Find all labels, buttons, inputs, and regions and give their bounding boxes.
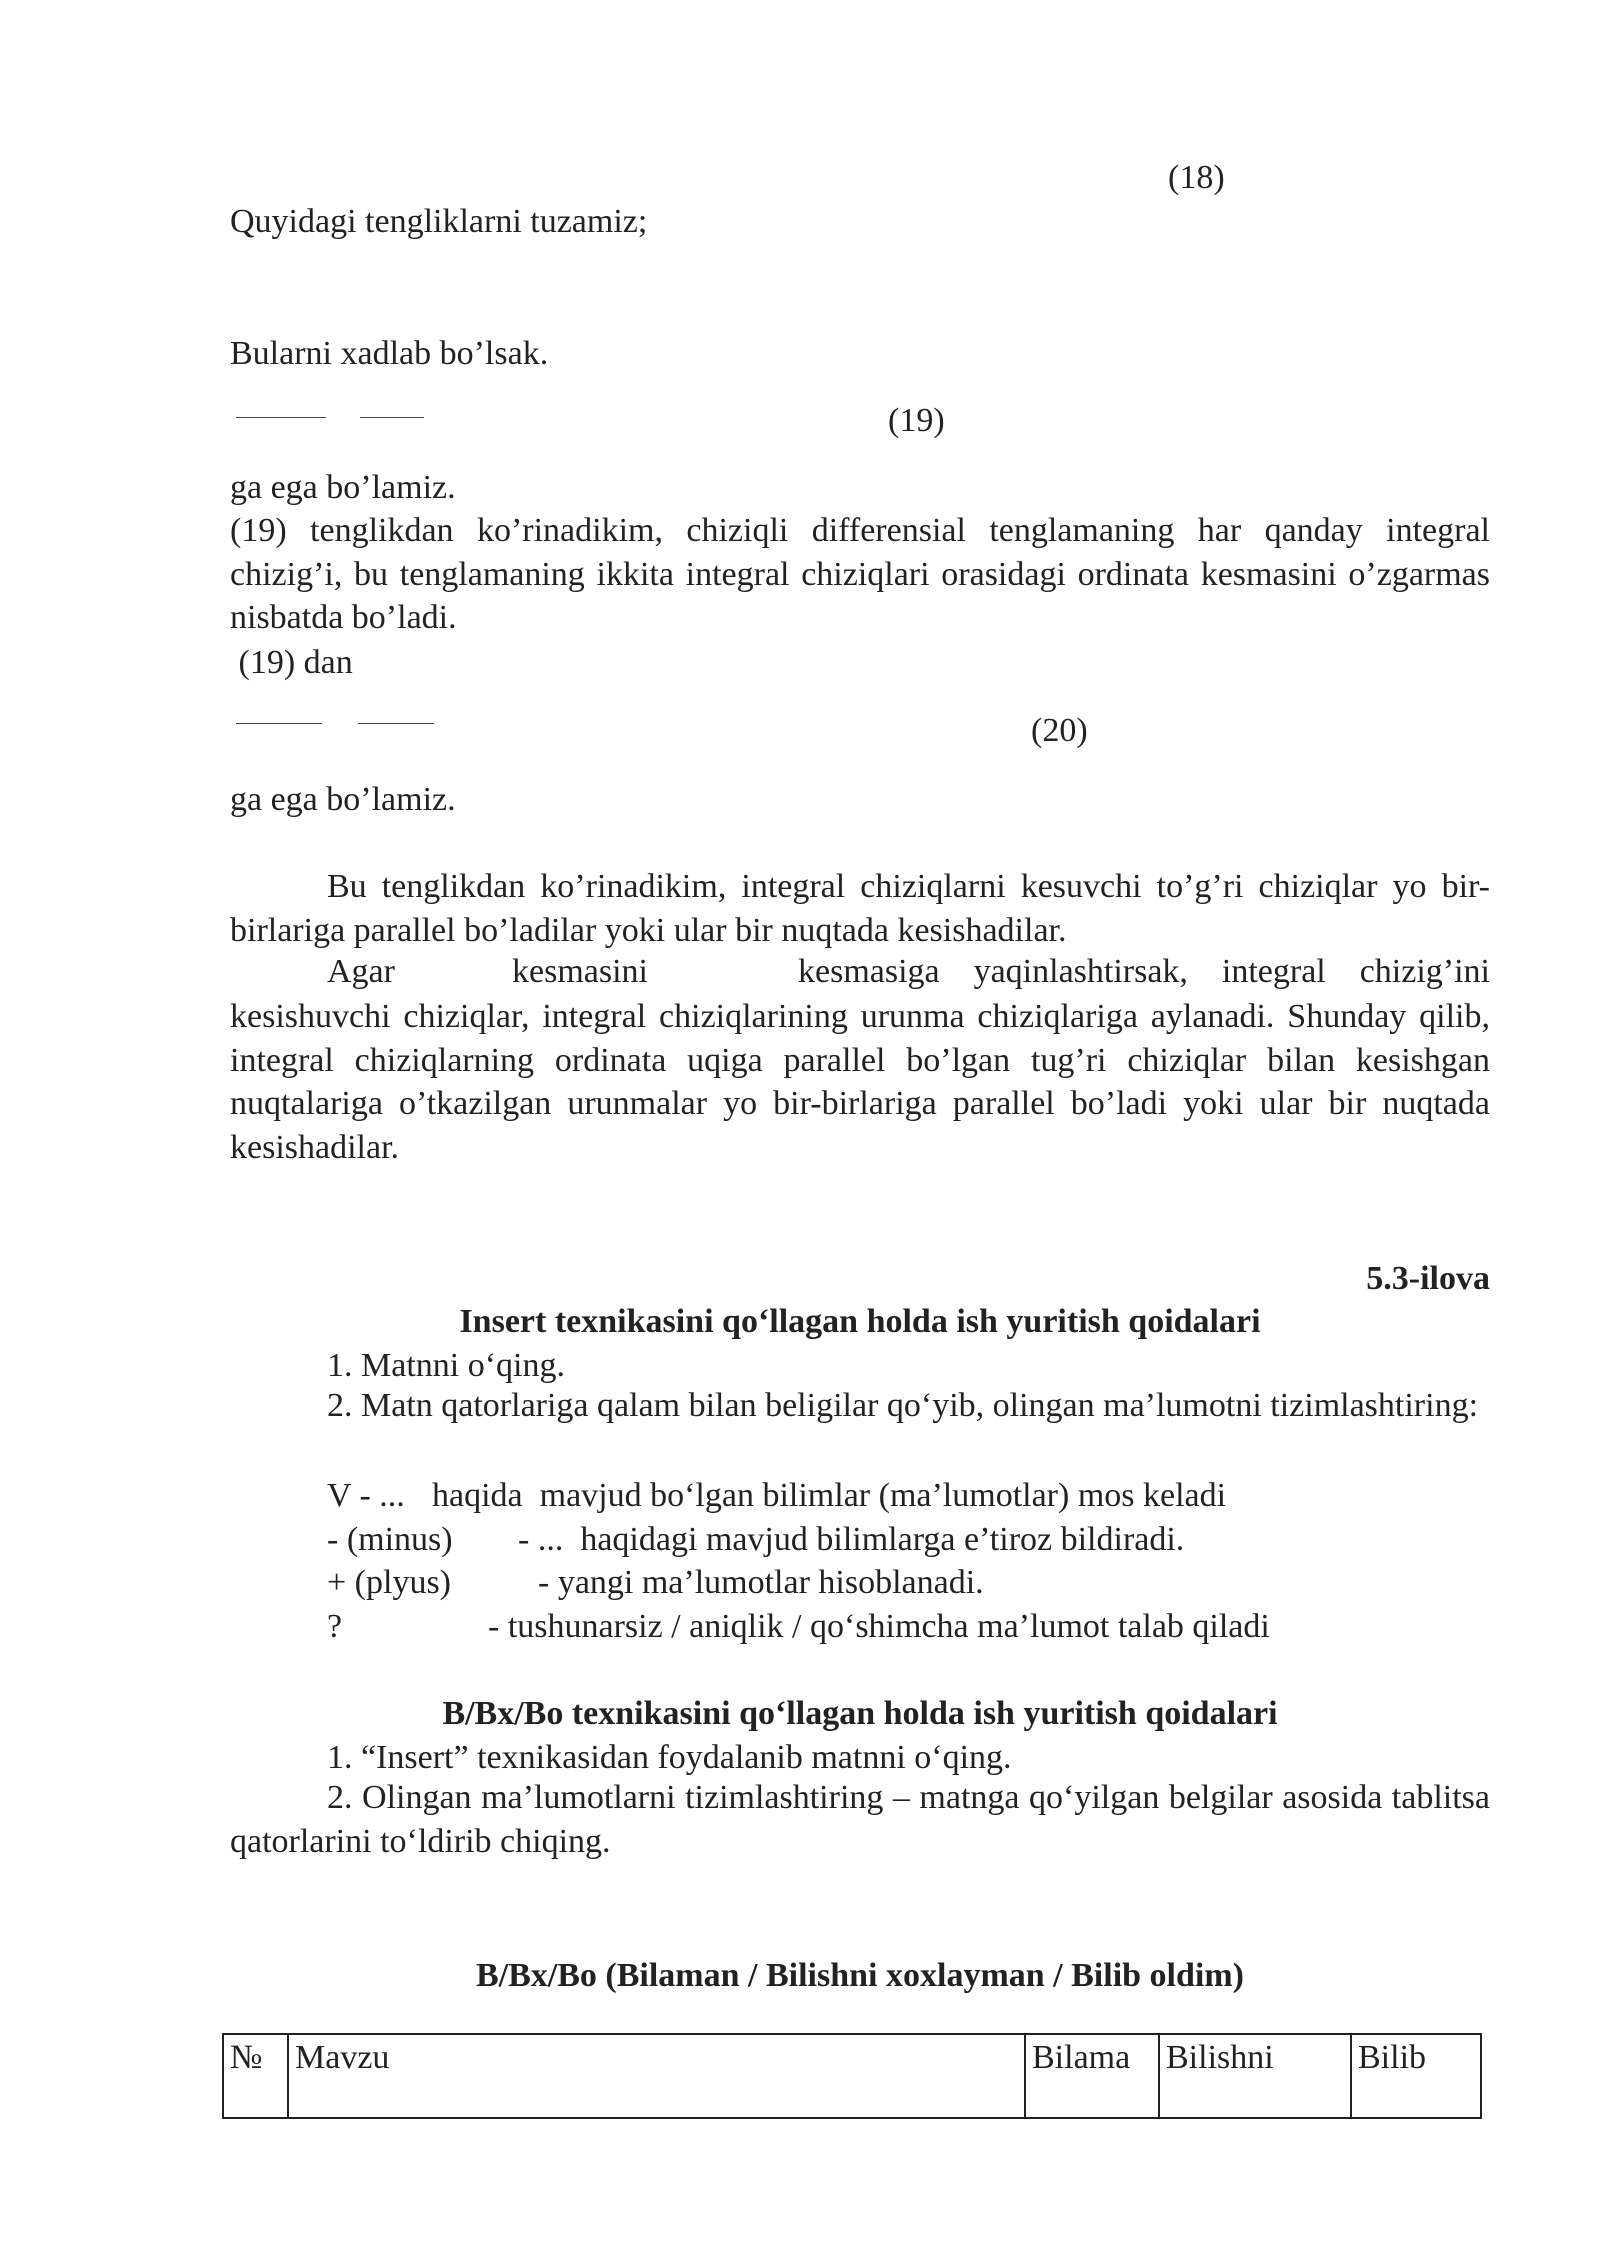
fraction-bar <box>236 417 326 418</box>
mark-symbol-minus: - (minus) <box>327 1521 453 1558</box>
table-header-row <box>223 2034 1481 2118</box>
header-mavzu: Mavzu <box>288 2034 1025 2118</box>
table-title: B/Bx/Bo (Bilaman / Bilishni xoxlayman / Bilib oldim) <box>475 1957 1244 1994</box>
text-ga-ega-1: ga ega bo’lamiz. <box>230 469 456 506</box>
mark-desc-question: - tushunarsiz / aniqlik / qo‘shimcha ma’lumot talab qiladi <box>488 1608 1270 1645</box>
insert-step-2: 2. Matn qatorlariga qalam bilan beligilar qo‘yib, olingan ma’lumotni tizimlashtiring: <box>327 1387 1479 1424</box>
bbx-table <box>222 2033 1482 2119</box>
paragraph-agar-rest: kesishuvchi chiziqlar, integral chiziqlarining urunma chiziqlariga aylanadi. Shunday qilib, integral chiziqlarning ordinata uqiga parallel bo’lgan tug’ri chiziqlar bilan kesishgan nuqtalariga o’tkazilgan urunmalar yo bir-birlariga parallel bo’ladi yoki ular bir nuqtada kesishadilar. <box>230 998 1490 1166</box>
mark-symbol-question: ? <box>327 1608 343 1645</box>
bbx-rules-title: B/Bx/Bo texnikasini qo‘llagan holda ish yuritish qoidalari <box>442 1695 1278 1732</box>
mark-desc-minus: - ... haqidagi mavjud bilimlarga e’tiroz bildiradi. <box>518 1521 1185 1558</box>
text-agar-tail: kesmasiga yaqinlashtirsak, integral chizig’ini <box>798 953 1490 990</box>
header-bilib: Bilib <box>1351 2034 1481 2118</box>
insert-step-1: 1. Matnni o‘qing. <box>327 1347 565 1384</box>
text-19-dan: (19) dan <box>230 644 353 681</box>
header-bilama: Bilama <box>1025 2034 1159 2118</box>
mark-desc-v: haqida mavjud bo‘lgan bilimlar (ma’lumotlar) mos keladi <box>432 1477 1227 1514</box>
word-kesmasini: kesmasini <box>512 953 648 990</box>
header-bilishni: Bilishni <box>1159 2034 1351 2118</box>
bbx-step-2: 2. Olingan ma’lumotlarni tizimlashtiring – matnga qo‘yilgan belgilar asosida tablitsa qatorlarini to‘ldirib chiqing. <box>230 1779 1490 1860</box>
text-ga-ega-2: ga ega bo’lamiz. <box>230 781 456 818</box>
header-number: № <box>223 2034 288 2118</box>
insert-title: Insert texnikasini qo‘llagan holda ish yuritish qoidalari <box>459 1303 1261 1340</box>
text-bularni: Bularni xadlab bo’lsak. <box>230 335 549 372</box>
paragraph-bu-tenglikdan <box>230 865 1490 952</box>
paragraph-19: (19) tenglikdan ko’rinadikim, chiziqli differensial tenglamaning har qanday integral chizig’i, bu tenglamaning ikkita integral chiziqlari orasidagi ordinata kesmasini o’zgarmas nisbatda bo’ladi. <box>230 512 1490 636</box>
fraction-bar <box>236 723 322 724</box>
word-agar: Agar <box>327 953 395 990</box>
fraction-bar <box>358 723 434 724</box>
equation-number-20: (20) <box>1031 712 1088 749</box>
mark-desc-plus: - yangi ma’lumotlar hisoblanadi. <box>538 1564 984 1601</box>
mark-symbol-plus: + (plyus) <box>327 1564 451 1601</box>
equation-number-19: (19) <box>888 402 945 439</box>
paragraph-bu-text: Bu tenglikdan ko’rinadikim, integral chiziqlarni kesuvchi to’g’ri chiziqlar yo bir-birlariga parallel bo’ladilar yoki ular bir nuqtada kesishadilar. <box>230 868 1490 949</box>
bbx-step-1: 1. “Insert” texnikasidan foydalanib matnni o‘qing. <box>327 1739 1012 1776</box>
mark-symbol-v: V - ... <box>327 1477 405 1514</box>
text-quyidagi: Quyidagi tengliklarni tuzamiz; <box>230 203 648 240</box>
appendix-label: 5.3-ilova <box>1366 1260 1490 1297</box>
fraction-bar <box>360 417 424 418</box>
equation-number-18: (18) <box>1168 159 1225 196</box>
